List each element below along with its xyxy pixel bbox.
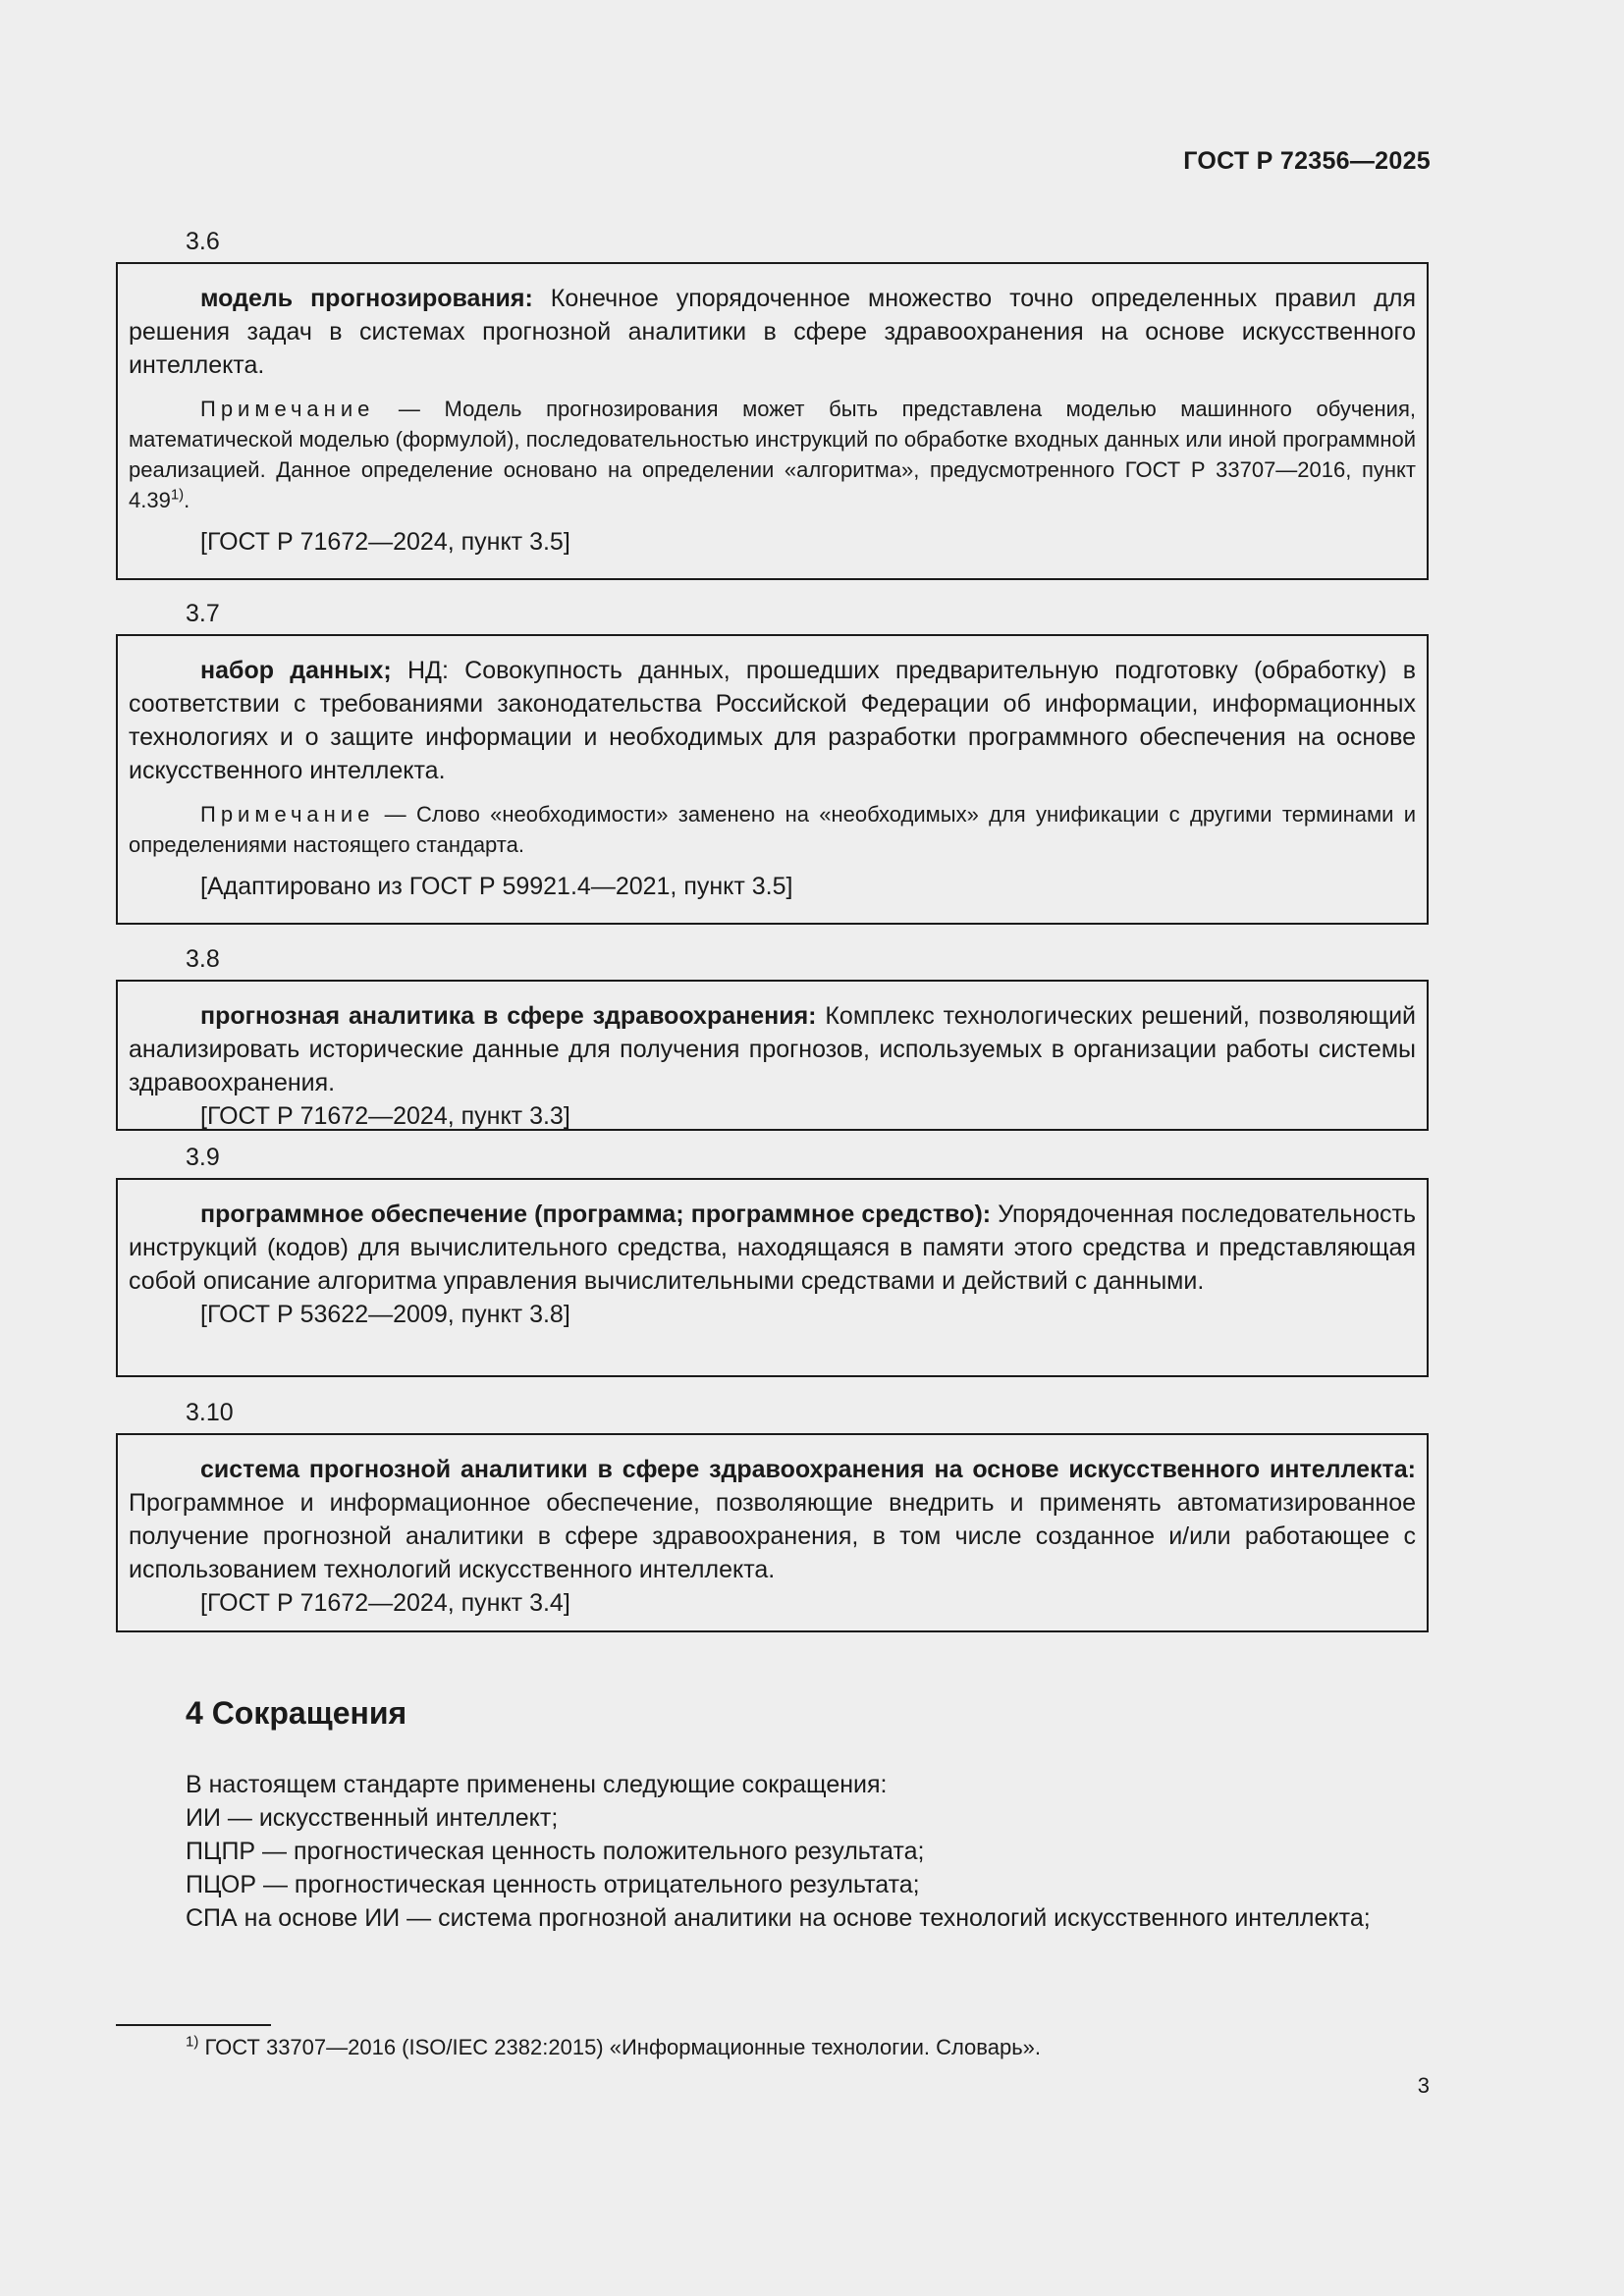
document-header: ГОСТ Р 72356—2025 [1183,147,1431,175]
term-box [116,634,1429,925]
definition-text: Упорядоченная последовательность инструкций (кодов) для вычислительного средства, находящаяся в памяти этого средства и представляющая собой описание алгоритма управления вычислительными средствами и действий с данными. [129,1201,1417,1295]
definition-text: Комплекс технологических решений, позволяющий анализировать исторические данные для получения прогнозов, используемых в организации работы системы здравоохранения. [129,1002,1417,1096]
footnote-ref: 1) [170,486,185,504]
term-number: 3.10 [186,1399,234,1426]
abbreviations-intro: В настоящем стандарте применены следующие сокращения: [186,1771,888,1798]
term-box [116,980,1429,1131]
footnote-text: ГОСТ 33707—2016 (ISO/IEC 2382:2015) «Информационные технологии. Словарь». [198,2035,1042,2059]
abbreviations-list [116,1768,1429,1935]
footnote [186,2032,1041,2062]
term-box [116,1433,1429,1632]
term-number: 3.8 [186,945,220,973]
term-source: [ГОСТ Р 71672—2024, пункт 3.4] [200,1589,570,1617]
term-number: 3.7 [186,600,220,627]
note-text: — Слово «необходимости» заменено на «необходимых» для унификации с другими терминами и определениями настоящего стандарта. [129,802,1416,857]
term-definition [129,1453,1416,1586]
term-note [129,799,1416,860]
term-note [129,394,1416,515]
abbreviation-item: СПА на основе ИИ — система прогнозной аналитики на основе технологий искусственного интеллекта; [186,1904,1371,1932]
term-number: 3.9 [186,1144,220,1171]
definition-text: Программное и информационное обеспечение, позволяющие внедрить и применять автоматизированное получение прогнозной аналитики в сфере здравоохранения, в том числе созданное и/или работающее с использованием технологий искусственного интеллекта. [129,1489,1416,1583]
definition-text: НД: Совокупность данных, прошедших предварительную подготовку (обработку) в соответствии с требованиями законодательства Российской Федерации об информации, информационных технологиях и о защите информации и необходимых для разработки программного обеспечения на основе искусственного интеллекта. [129,657,1416,784]
term-box [116,262,1429,580]
note-label: Примечание [200,397,375,421]
term-name: прогнозная аналитика в сфере здравоохранения: [200,1002,817,1030]
term-name: набор данных; [200,657,392,684]
term-source: [ГОСТ Р 71672—2024, пункт 3.5] [200,528,570,556]
term-definition [129,999,1416,1099]
definition-text: Конечное упорядоченное множество точно определенных правил для решения задач в системах прогнозной аналитики в сфере здравоохранения на основе искусственного интеллекта. [129,285,1416,379]
note-end: . [184,488,190,512]
term-name: программное обеспечение (программа; программное средство): [200,1201,992,1228]
term-definition [129,1198,1416,1298]
section-title: 4 Сокращения [186,1695,407,1731]
term-definition [129,654,1416,787]
term-name: система прогнозной аналитики в сфере здравоохранения на основе искусственного интеллекта: [200,1456,1416,1483]
term-definition [129,282,1416,382]
page-number: 3 [1417,2073,1430,2098]
note-label: Примечание [200,802,375,827]
note-text: — Модель прогнозирования может быть представлена моделью машинного обучения, математической моделью (формулой), последовательностью инструкций по обработке входных данных или иной программной реализацией. Данное определение основано на определении «алгоритма», предусмотренного ГОСТ Р 33707—2016, пункт 4.39 [129,397,1416,512]
term-number: 3.6 [186,228,220,255]
footnote-marker: 1) [186,2033,199,2051]
abbreviation-item: ИИ — искусственный интеллект; [186,1804,559,1832]
footnote-separator [116,2024,271,2026]
abbreviation-item: ПЦПР — прогностическая ценность положительного результата; [186,1838,925,1865]
term-box [116,1178,1429,1377]
abbreviation-item: ПЦОР — прогностическая ценность отрицательного результата; [186,1871,920,1898]
term-name: модель прогнозирования: [200,285,533,312]
term-source: [ГОСТ Р 53622—2009, пункт 3.8] [200,1301,570,1328]
term-source: [Адаптировано из ГОСТ Р 59921.4—2021, пункт 3.5] [200,873,793,900]
term-source: [ГОСТ Р 71672—2024, пункт 3.3] [200,1102,570,1130]
